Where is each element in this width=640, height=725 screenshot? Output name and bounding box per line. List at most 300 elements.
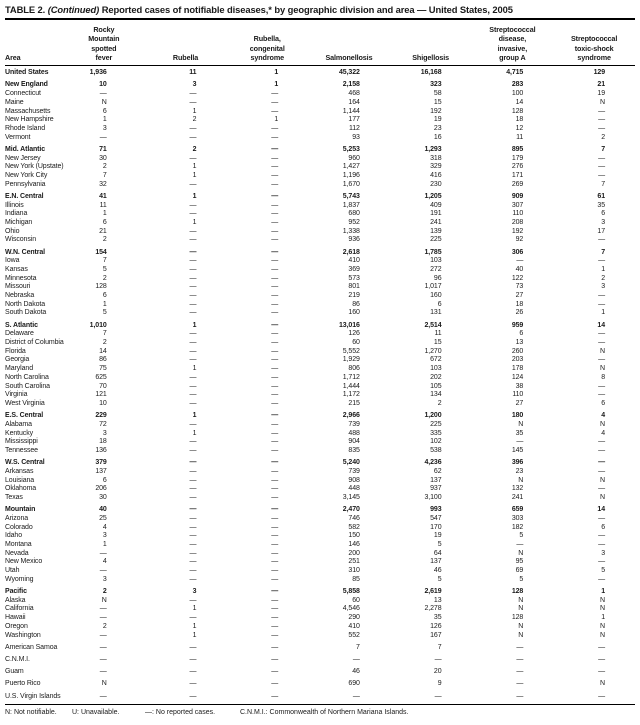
value-cell-streptococcal-disease-invasive-group-a: 895 — [511, 145, 524, 153]
table-row — [5, 189, 635, 201]
value-cell-streptococcal-toxic-shock-syndrome: 19 — [597, 90, 605, 98]
value-cell-rubella: — — [189, 575, 197, 583]
value-cell-streptococcal-toxic-shock-syndrome: — — [598, 514, 605, 522]
value-cell-rubella: — — [189, 382, 197, 390]
value-cell-rocky-mountain-spotted-fever: 121 — [95, 391, 107, 399]
value-cell-rubella: 1 — [192, 171, 197, 179]
value-cell-shigellosis: 19 — [433, 532, 442, 540]
value-cell-salmonellosis: 60 — [352, 339, 360, 347]
value-cell-streptococcal-toxic-shock-syndrome: 7 — [601, 248, 605, 256]
value-cell-streptococcal-disease-invasive-group-a: N — [518, 622, 524, 630]
value-cell-streptococcal-disease-invasive-group-a: 13 — [515, 339, 524, 347]
value-cell-streptococcal-disease-invasive-group-a: 12 — [515, 124, 524, 132]
value-cell-rubella: — — [189, 90, 197, 98]
value-cell-rubella: — — [189, 274, 197, 282]
area-cell: District of Columbia — [5, 339, 64, 347]
value-cell-shigellosis: 225 — [430, 236, 442, 244]
value-cell-streptococcal-disease-invasive-group-a: 203 — [511, 356, 524, 364]
value-cell-rubella-congenital-syndrome: — — [271, 494, 279, 502]
value-cell-streptococcal-disease-invasive-group-a: 306 — [511, 248, 524, 256]
value-cell-streptococcal-toxic-shock-syndrome: — — [598, 163, 605, 171]
area-cell: Tennessee — [5, 447, 38, 455]
value-cell-streptococcal-disease-invasive-group-a: 38 — [515, 382, 524, 390]
column-header-rocky-mountain-spotted-fever: Rocky Mountain spotted fever — [63, 21, 145, 66]
area-cell: Mountain — [5, 506, 36, 514]
area-cell: Oklahoma — [5, 485, 37, 493]
area-cell: Pennsylvania — [5, 180, 46, 188]
value-cell-streptococcal-disease-invasive-group-a: 40 — [515, 265, 524, 273]
value-cell-streptococcal-disease-invasive-group-a: 5 — [519, 532, 524, 540]
value-cell-rubella: 2 — [192, 116, 197, 124]
value-cell-shigellosis: 137 — [430, 558, 442, 566]
area-cell: Mississippi — [5, 438, 38, 446]
table-row — [5, 116, 635, 125]
table-row — [5, 532, 635, 541]
value-cell-rocky-mountain-spotted-fever: — — [99, 614, 107, 622]
column-header-streptococcal-toxic-shock-syndrome: Streptococcal toxic-shock syndrome — [553, 21, 635, 66]
value-cell-shigellosis: 58 — [433, 90, 442, 98]
value-cell-salmonellosis: 5,240 — [342, 459, 360, 467]
value-cell-streptococcal-disease-invasive-group-a: 11 — [516, 133, 524, 141]
table-row — [5, 202, 635, 211]
value-cell-shigellosis: 96 — [433, 274, 442, 282]
area-cell: Alaska — [5, 596, 26, 604]
value-cell-streptococcal-disease-invasive-group-a: 4,715 — [506, 69, 524, 77]
value-cell-salmonellosis: 739 — [348, 420, 360, 428]
value-cell-rubella: 3 — [192, 588, 197, 596]
value-cell-streptococcal-disease-invasive-group-a: 110 — [512, 391, 524, 399]
table-row — [5, 210, 635, 219]
value-cell-rubella-congenital-syndrome: — — [271, 210, 279, 218]
value-cell-streptococcal-disease-invasive-group-a: 208 — [511, 218, 524, 226]
value-cell-salmonellosis: 5,253 — [342, 145, 360, 153]
value-cell-shigellosis: 2,619 — [424, 588, 442, 596]
table-row — [5, 640, 635, 652]
value-cell-salmonellosis: 251 — [348, 558, 360, 566]
value-cell-streptococcal-toxic-shock-syndrome: — — [598, 541, 605, 549]
value-cell-rocky-mountain-spotted-fever: — — [99, 692, 107, 700]
value-cell-streptococcal-toxic-shock-syndrome: 2 — [601, 133, 605, 141]
value-cell-rocky-mountain-spotted-fever: 4 — [102, 558, 107, 566]
table-row — [5, 400, 635, 409]
value-cell-rubella-congenital-syndrome: — — [271, 283, 279, 291]
value-cell-shigellosis: 15 — [433, 339, 442, 347]
value-cell-rubella: — — [189, 494, 197, 502]
value-cell-rocky-mountain-spotted-fever: 40 — [99, 506, 107, 514]
value-cell-streptococcal-toxic-shock-syndrome: — — [598, 668, 605, 676]
value-cell-rubella-congenital-syndrome: — — [271, 154, 279, 162]
value-cell-shigellosis: 5 — [437, 575, 442, 583]
table-row — [5, 677, 635, 689]
value-cell-shigellosis: 160 — [430, 292, 442, 300]
area-cell: New Hampshire — [5, 116, 54, 124]
value-cell-shigellosis: 1,200 — [424, 412, 442, 420]
value-cell-rocky-mountain-spotted-fever: 3 — [102, 124, 107, 132]
value-cell-rocky-mountain-spotted-fever: 1 — [102, 541, 107, 549]
value-cell-rubella-congenital-syndrome: — — [271, 567, 279, 575]
value-cell-salmonellosis: 448 — [348, 485, 360, 493]
value-cell-streptococcal-disease-invasive-group-a: 122 — [511, 274, 524, 282]
table-row — [5, 585, 635, 597]
value-cell-salmonellosis: 908 — [348, 476, 360, 484]
value-cell-salmonellosis: 310 — [348, 567, 360, 575]
value-cell-rocky-mountain-spotted-fever: 379 — [95, 459, 107, 467]
table-row — [5, 468, 635, 477]
value-cell-shigellosis: 139 — [430, 227, 442, 235]
value-cell-rubella: — — [189, 523, 197, 531]
value-cell-shigellosis: 538 — [430, 447, 442, 455]
value-cell-streptococcal-toxic-shock-syndrome: N — [600, 631, 605, 639]
area-cell: E.N. Central — [5, 192, 44, 200]
value-cell-rubella: 1 — [192, 631, 197, 639]
value-cell-rubella-congenital-syndrome: — — [271, 265, 279, 273]
value-cell-rocky-mountain-spotted-fever: 5 — [102, 265, 107, 273]
value-cell-rocky-mountain-spotted-fever: 3 — [102, 532, 107, 540]
column-header-rubella: Rubella — [145, 21, 227, 66]
value-cell-streptococcal-disease-invasive-group-a: 303 — [511, 514, 524, 522]
value-cell-streptococcal-toxic-shock-syndrome: N — [600, 420, 605, 428]
value-cell-rubella-congenital-syndrome: — — [271, 506, 279, 514]
value-cell-rocky-mountain-spotted-fever: — — [99, 605, 107, 613]
table-row — [5, 485, 635, 494]
value-cell-rubella-congenital-syndrome: — — [271, 668, 279, 676]
value-cell-rubella-congenital-syndrome: — — [271, 236, 279, 244]
table-row — [5, 623, 635, 632]
value-cell-rubella: — — [189, 506, 197, 514]
value-cell-salmonellosis: 5,743 — [342, 192, 360, 200]
area-cell: South Carolina — [5, 382, 50, 390]
value-cell-salmonellosis: — — [352, 655, 360, 663]
value-cell-streptococcal-toxic-shock-syndrome: — — [598, 300, 605, 308]
value-cell-streptococcal-toxic-shock-syndrome: 2 — [601, 274, 605, 282]
value-cell-shigellosis: 102 — [430, 438, 442, 446]
footnote-cnmi: C.N.M.I.: Commonwealth of Northern Mariana Islands. — [240, 709, 409, 717]
value-cell-rocky-mountain-spotted-fever: 137 — [95, 467, 107, 475]
area-cell: Nevada — [5, 549, 29, 557]
value-cell-rocky-mountain-spotted-fever: — — [99, 655, 107, 663]
value-cell-streptococcal-toxic-shock-syndrome: — — [598, 116, 605, 124]
value-cell-rubella-congenital-syndrome: — — [271, 356, 279, 364]
area-cell: New England — [5, 81, 48, 89]
value-cell-salmonellosis: 3,145 — [342, 494, 360, 502]
value-cell-shigellosis: 1,017 — [424, 283, 442, 291]
table-title-text: Reported cases of notifiable diseases,* by geographic division and area — United States, 2005 — [101, 4, 513, 15]
value-cell-shigellosis: 9 — [437, 680, 442, 688]
area-cell: Minnesota — [5, 274, 37, 282]
value-cell-salmonellosis: 45,322 — [339, 69, 360, 77]
notifiable-diseases-table — [5, 21, 635, 701]
value-cell-rocky-mountain-spotted-fever: N — [101, 596, 107, 604]
value-cell-shigellosis: 191 — [430, 210, 442, 218]
value-cell-rubella: — — [189, 309, 197, 317]
value-cell-rubella-congenital-syndrome: — — [271, 145, 279, 153]
value-cell-salmonellosis: 5,552 — [342, 347, 360, 355]
value-cell-rubella-congenital-syndrome: — — [271, 447, 279, 455]
value-cell-rubella-congenital-syndrome: — — [271, 541, 279, 549]
value-cell-rubella-congenital-syndrome: — — [271, 692, 279, 700]
value-cell-rubella-congenital-syndrome: — — [271, 257, 279, 265]
value-cell-streptococcal-disease-invasive-group-a: 128 — [511, 588, 524, 596]
value-cell-rocky-mountain-spotted-fever: N — [101, 680, 107, 688]
area-cell: Florida — [5, 347, 26, 355]
table-row — [5, 632, 635, 641]
table-row — [5, 383, 635, 392]
value-cell-rocky-mountain-spotted-fever: 1,010 — [89, 321, 107, 329]
value-cell-rubella: — — [189, 356, 197, 364]
value-cell-shigellosis: 137 — [430, 476, 442, 484]
value-cell-shigellosis: 4,236 — [424, 459, 442, 467]
value-cell-salmonellosis: 552 — [348, 631, 360, 639]
value-cell-rocky-mountain-spotted-fever: 1 — [102, 116, 107, 124]
value-cell-rocky-mountain-spotted-fever: 21 — [99, 227, 107, 235]
value-cell-rubella: — — [189, 567, 197, 575]
header-row — [5, 21, 635, 66]
value-cell-streptococcal-toxic-shock-syndrome: — — [598, 236, 605, 244]
value-cell-rocky-mountain-spotted-fever: — — [99, 567, 107, 575]
value-cell-streptococcal-disease-invasive-group-a: 396 — [511, 459, 524, 467]
table-row — [5, 365, 635, 374]
area-cell: Pacific — [5, 588, 27, 596]
value-cell-rubella: — — [189, 257, 197, 265]
value-cell-streptococcal-disease-invasive-group-a: 180 — [511, 412, 524, 420]
table-body — [5, 66, 635, 702]
value-cell-shigellosis: 937 — [430, 485, 442, 493]
value-cell-streptococcal-toxic-shock-syndrome: — — [598, 485, 605, 493]
value-cell-streptococcal-toxic-shock-syndrome: — — [598, 438, 605, 446]
value-cell-streptococcal-toxic-shock-syndrome: 6 — [601, 210, 605, 218]
value-cell-streptococcal-toxic-shock-syndrome: — — [598, 330, 605, 338]
value-cell-rubella-congenital-syndrome: — — [271, 373, 279, 381]
value-cell-shigellosis: — — [434, 655, 442, 663]
value-cell-rubella-congenital-syndrome: — — [271, 558, 279, 566]
area-cell: Mid. Atlantic — [5, 145, 46, 153]
value-cell-streptococcal-disease-invasive-group-a: 69 — [515, 567, 524, 575]
area-cell: Kentucky — [5, 429, 33, 437]
value-cell-salmonellosis: 806 — [348, 365, 360, 373]
area-cell: W.S. Central — [5, 459, 45, 467]
value-cell-rocky-mountain-spotted-fever: — — [99, 631, 107, 639]
value-cell-salmonellosis: 2,966 — [342, 412, 360, 420]
value-cell-rubella: — — [189, 283, 197, 291]
area-cell: Louisiana — [5, 476, 35, 484]
value-cell-streptococcal-disease-invasive-group-a: 6 — [519, 330, 524, 338]
value-cell-streptococcal-toxic-shock-syndrome: 6 — [601, 400, 605, 407]
value-cell-salmonellosis: 936 — [348, 236, 360, 244]
value-cell-rubella-congenital-syndrome: — — [271, 192, 279, 200]
area-cell: Missouri — [5, 283, 31, 291]
value-cell-streptococcal-disease-invasive-group-a: 27 — [515, 292, 524, 300]
value-cell-salmonellosis: 1,338 — [342, 227, 360, 235]
value-cell-rubella-congenital-syndrome: — — [271, 133, 279, 141]
table-row — [5, 567, 635, 576]
value-cell-streptococcal-disease-invasive-group-a: 35 — [515, 429, 524, 437]
value-cell-streptococcal-disease-invasive-group-a: — — [516, 257, 524, 265]
value-cell-rubella-congenital-syndrome: — — [271, 532, 279, 540]
value-cell-streptococcal-disease-invasive-group-a: N — [518, 476, 524, 484]
value-cell-rubella-congenital-syndrome: — — [271, 300, 279, 308]
value-cell-rubella-congenital-syndrome: — — [271, 680, 279, 688]
value-cell-salmonellosis: 1,712 — [342, 373, 360, 381]
value-cell-rubella: — — [189, 643, 197, 651]
value-cell-streptococcal-disease-invasive-group-a: 178 — [511, 365, 524, 373]
value-cell-streptococcal-toxic-shock-syndrome: 4 — [601, 429, 605, 437]
value-cell-streptococcal-toxic-shock-syndrome: — — [598, 532, 605, 540]
table-continued-label: (Continued) — [47, 4, 100, 15]
value-cell-streptococcal-disease-invasive-group-a: 269 — [511, 180, 524, 188]
value-cell-streptococcal-disease-invasive-group-a: — — [516, 438, 524, 446]
value-cell-rubella: — — [189, 210, 197, 218]
value-cell-shigellosis: 103 — [430, 257, 442, 265]
value-cell-streptococcal-disease-invasive-group-a: — — [516, 643, 524, 651]
value-cell-salmonellosis: — — [352, 692, 360, 700]
value-cell-shigellosis: 323 — [430, 81, 442, 89]
value-cell-salmonellosis: 1,144 — [342, 107, 360, 115]
value-cell-shigellosis: 19 — [433, 116, 442, 124]
area-cell: Utah — [5, 567, 20, 575]
area-cell: West Virginia — [5, 400, 45, 407]
table-row — [5, 430, 635, 439]
value-cell-streptococcal-disease-invasive-group-a: 171 — [511, 171, 524, 179]
value-cell-shigellosis: 6 — [437, 300, 442, 308]
value-cell-salmonellosis: 2,158 — [342, 81, 360, 89]
value-cell-rubella: 11 — [189, 69, 197, 77]
value-cell-rubella: 3 — [192, 81, 197, 89]
value-cell-rocky-mountain-spotted-fever: 154 — [95, 248, 107, 256]
area-cell: Rhode Island — [5, 124, 46, 132]
value-cell-rubella: — — [189, 180, 197, 188]
value-cell-rubella: — — [189, 133, 197, 141]
value-cell-shigellosis: 20 — [433, 668, 442, 676]
table-row — [5, 245, 635, 257]
table-row — [5, 409, 635, 421]
value-cell-streptococcal-disease-invasive-group-a: 179 — [511, 154, 524, 162]
area-cell: Hawaii — [5, 614, 26, 622]
value-cell-rocky-mountain-spotted-fever: — — [99, 133, 107, 141]
area-cell: Virginia — [5, 391, 28, 399]
value-cell-shigellosis: 416 — [430, 171, 442, 179]
value-cell-rocky-mountain-spotted-fever: 25 — [99, 514, 107, 522]
value-cell-rubella: 1 — [192, 107, 197, 115]
column-header-shigellosis: Shigellosis — [390, 21, 472, 66]
value-cell-rubella: — — [189, 373, 197, 381]
area-cell: North Carolina — [5, 373, 49, 381]
table-row — [5, 309, 635, 318]
value-cell-streptococcal-disease-invasive-group-a: N — [518, 631, 524, 639]
value-cell-streptococcal-toxic-shock-syndrome: — — [598, 575, 605, 583]
value-cell-streptococcal-disease-invasive-group-a: — — [516, 668, 524, 676]
area-cell: California — [5, 605, 34, 613]
value-cell-rubella: — — [189, 420, 197, 428]
value-cell-salmonellosis: 146 — [348, 541, 360, 549]
value-cell-shigellosis: 35 — [433, 614, 442, 622]
value-cell-rubella: — — [189, 265, 197, 273]
value-cell-salmonellosis: 5,858 — [342, 588, 360, 596]
value-cell-salmonellosis: 1,837 — [342, 201, 360, 209]
value-cell-salmonellosis: 1,444 — [342, 382, 360, 390]
table-row — [5, 301, 635, 310]
table-row — [5, 597, 635, 606]
value-cell-rocky-mountain-spotted-fever: 2 — [102, 588, 107, 596]
value-cell-streptococcal-toxic-shock-syndrome: — — [598, 257, 605, 265]
value-cell-rubella: — — [189, 614, 197, 622]
value-cell-salmonellosis: 2,470 — [342, 506, 360, 514]
value-cell-rocky-mountain-spotted-fever: 6 — [102, 292, 107, 300]
value-cell-streptococcal-toxic-shock-syndrome: N — [600, 622, 605, 630]
value-cell-streptococcal-disease-invasive-group-a: — — [516, 541, 524, 549]
value-cell-rubella: — — [189, 476, 197, 484]
value-cell-rubella: — — [189, 339, 197, 347]
value-cell-shigellosis: 329 — [430, 163, 442, 171]
table-row — [5, 550, 635, 559]
footnote-no-reported-cases: —: No reported cases. — [145, 709, 216, 717]
table-row — [5, 330, 635, 339]
value-cell-rubella: 1 — [192, 192, 197, 200]
value-cell-rubella-congenital-syndrome: — — [271, 429, 279, 437]
value-cell-rubella-congenital-syndrome: — — [271, 330, 279, 338]
value-cell-streptococcal-disease-invasive-group-a: 659 — [511, 506, 524, 514]
value-cell-streptococcal-toxic-shock-syndrome: — — [598, 391, 605, 399]
value-cell-shigellosis: 2,514 — [424, 321, 442, 329]
value-cell-streptococcal-disease-invasive-group-a: 23 — [515, 467, 524, 475]
value-cell-shigellosis: 15 — [433, 98, 442, 106]
value-cell-streptococcal-toxic-shock-syndrome: N — [600, 680, 605, 688]
value-cell-rubella-congenital-syndrome: — — [271, 549, 279, 557]
table-row — [5, 652, 635, 664]
value-cell-rubella-congenital-syndrome: 1 — [274, 69, 279, 77]
value-cell-rubella: — — [189, 549, 197, 557]
value-cell-rubella-congenital-syndrome: — — [271, 588, 279, 596]
value-cell-shigellosis: 62 — [433, 467, 442, 475]
value-cell-rubella: — — [189, 447, 197, 455]
value-cell-shigellosis: 64 — [433, 549, 442, 557]
value-cell-shigellosis: 1,785 — [424, 248, 442, 256]
value-cell-rubella: 1 — [192, 365, 197, 373]
value-cell-rocky-mountain-spotted-fever: — — [99, 90, 107, 98]
value-cell-rubella-congenital-syndrome: — — [271, 180, 279, 188]
value-cell-streptococcal-toxic-shock-syndrome: — — [598, 558, 605, 566]
value-cell-streptococcal-toxic-shock-syndrome: N — [600, 494, 605, 502]
value-cell-shigellosis: 46 — [433, 567, 442, 575]
value-cell-streptococcal-disease-invasive-group-a: 909 — [511, 192, 524, 200]
area-cell: Massachusetts — [5, 107, 51, 115]
value-cell-salmonellosis: 746 — [348, 514, 360, 522]
value-cell-rubella: 1 — [192, 412, 197, 420]
value-cell-rocky-mountain-spotted-fever: 6 — [102, 218, 107, 226]
value-cell-rubella: — — [189, 391, 197, 399]
value-cell-streptococcal-disease-invasive-group-a: N — [518, 549, 524, 557]
value-cell-rubella-congenital-syndrome: — — [271, 274, 279, 282]
area-cell: C.N.M.I. — [5, 655, 30, 663]
value-cell-rocky-mountain-spotted-fever: 625 — [95, 373, 107, 381]
value-cell-shigellosis: 1,205 — [424, 192, 442, 200]
value-cell-rocky-mountain-spotted-fever: 10 — [99, 81, 107, 89]
value-cell-rubella: — — [189, 300, 197, 308]
value-cell-salmonellosis: 410 — [348, 257, 360, 265]
value-cell-streptococcal-disease-invasive-group-a: 145 — [511, 447, 524, 455]
value-cell-shigellosis: 126 — [430, 622, 442, 630]
value-cell-rubella-congenital-syndrome: — — [271, 485, 279, 493]
value-cell-streptococcal-toxic-shock-syndrome: 3 — [601, 218, 605, 226]
value-cell-streptococcal-disease-invasive-group-a: — — [516, 655, 524, 663]
value-cell-rubella-congenital-syndrome: — — [271, 655, 279, 663]
value-cell-streptococcal-toxic-shock-syndrome: 14 — [597, 506, 605, 514]
table-row — [5, 576, 635, 585]
value-cell-rubella: — — [189, 485, 197, 493]
area-cell: Arizona — [5, 514, 29, 522]
value-cell-rocky-mountain-spotted-fever: — — [99, 668, 107, 676]
value-cell-streptococcal-toxic-shock-syndrome: — — [598, 459, 605, 467]
value-cell-shigellosis: 409 — [430, 201, 442, 209]
